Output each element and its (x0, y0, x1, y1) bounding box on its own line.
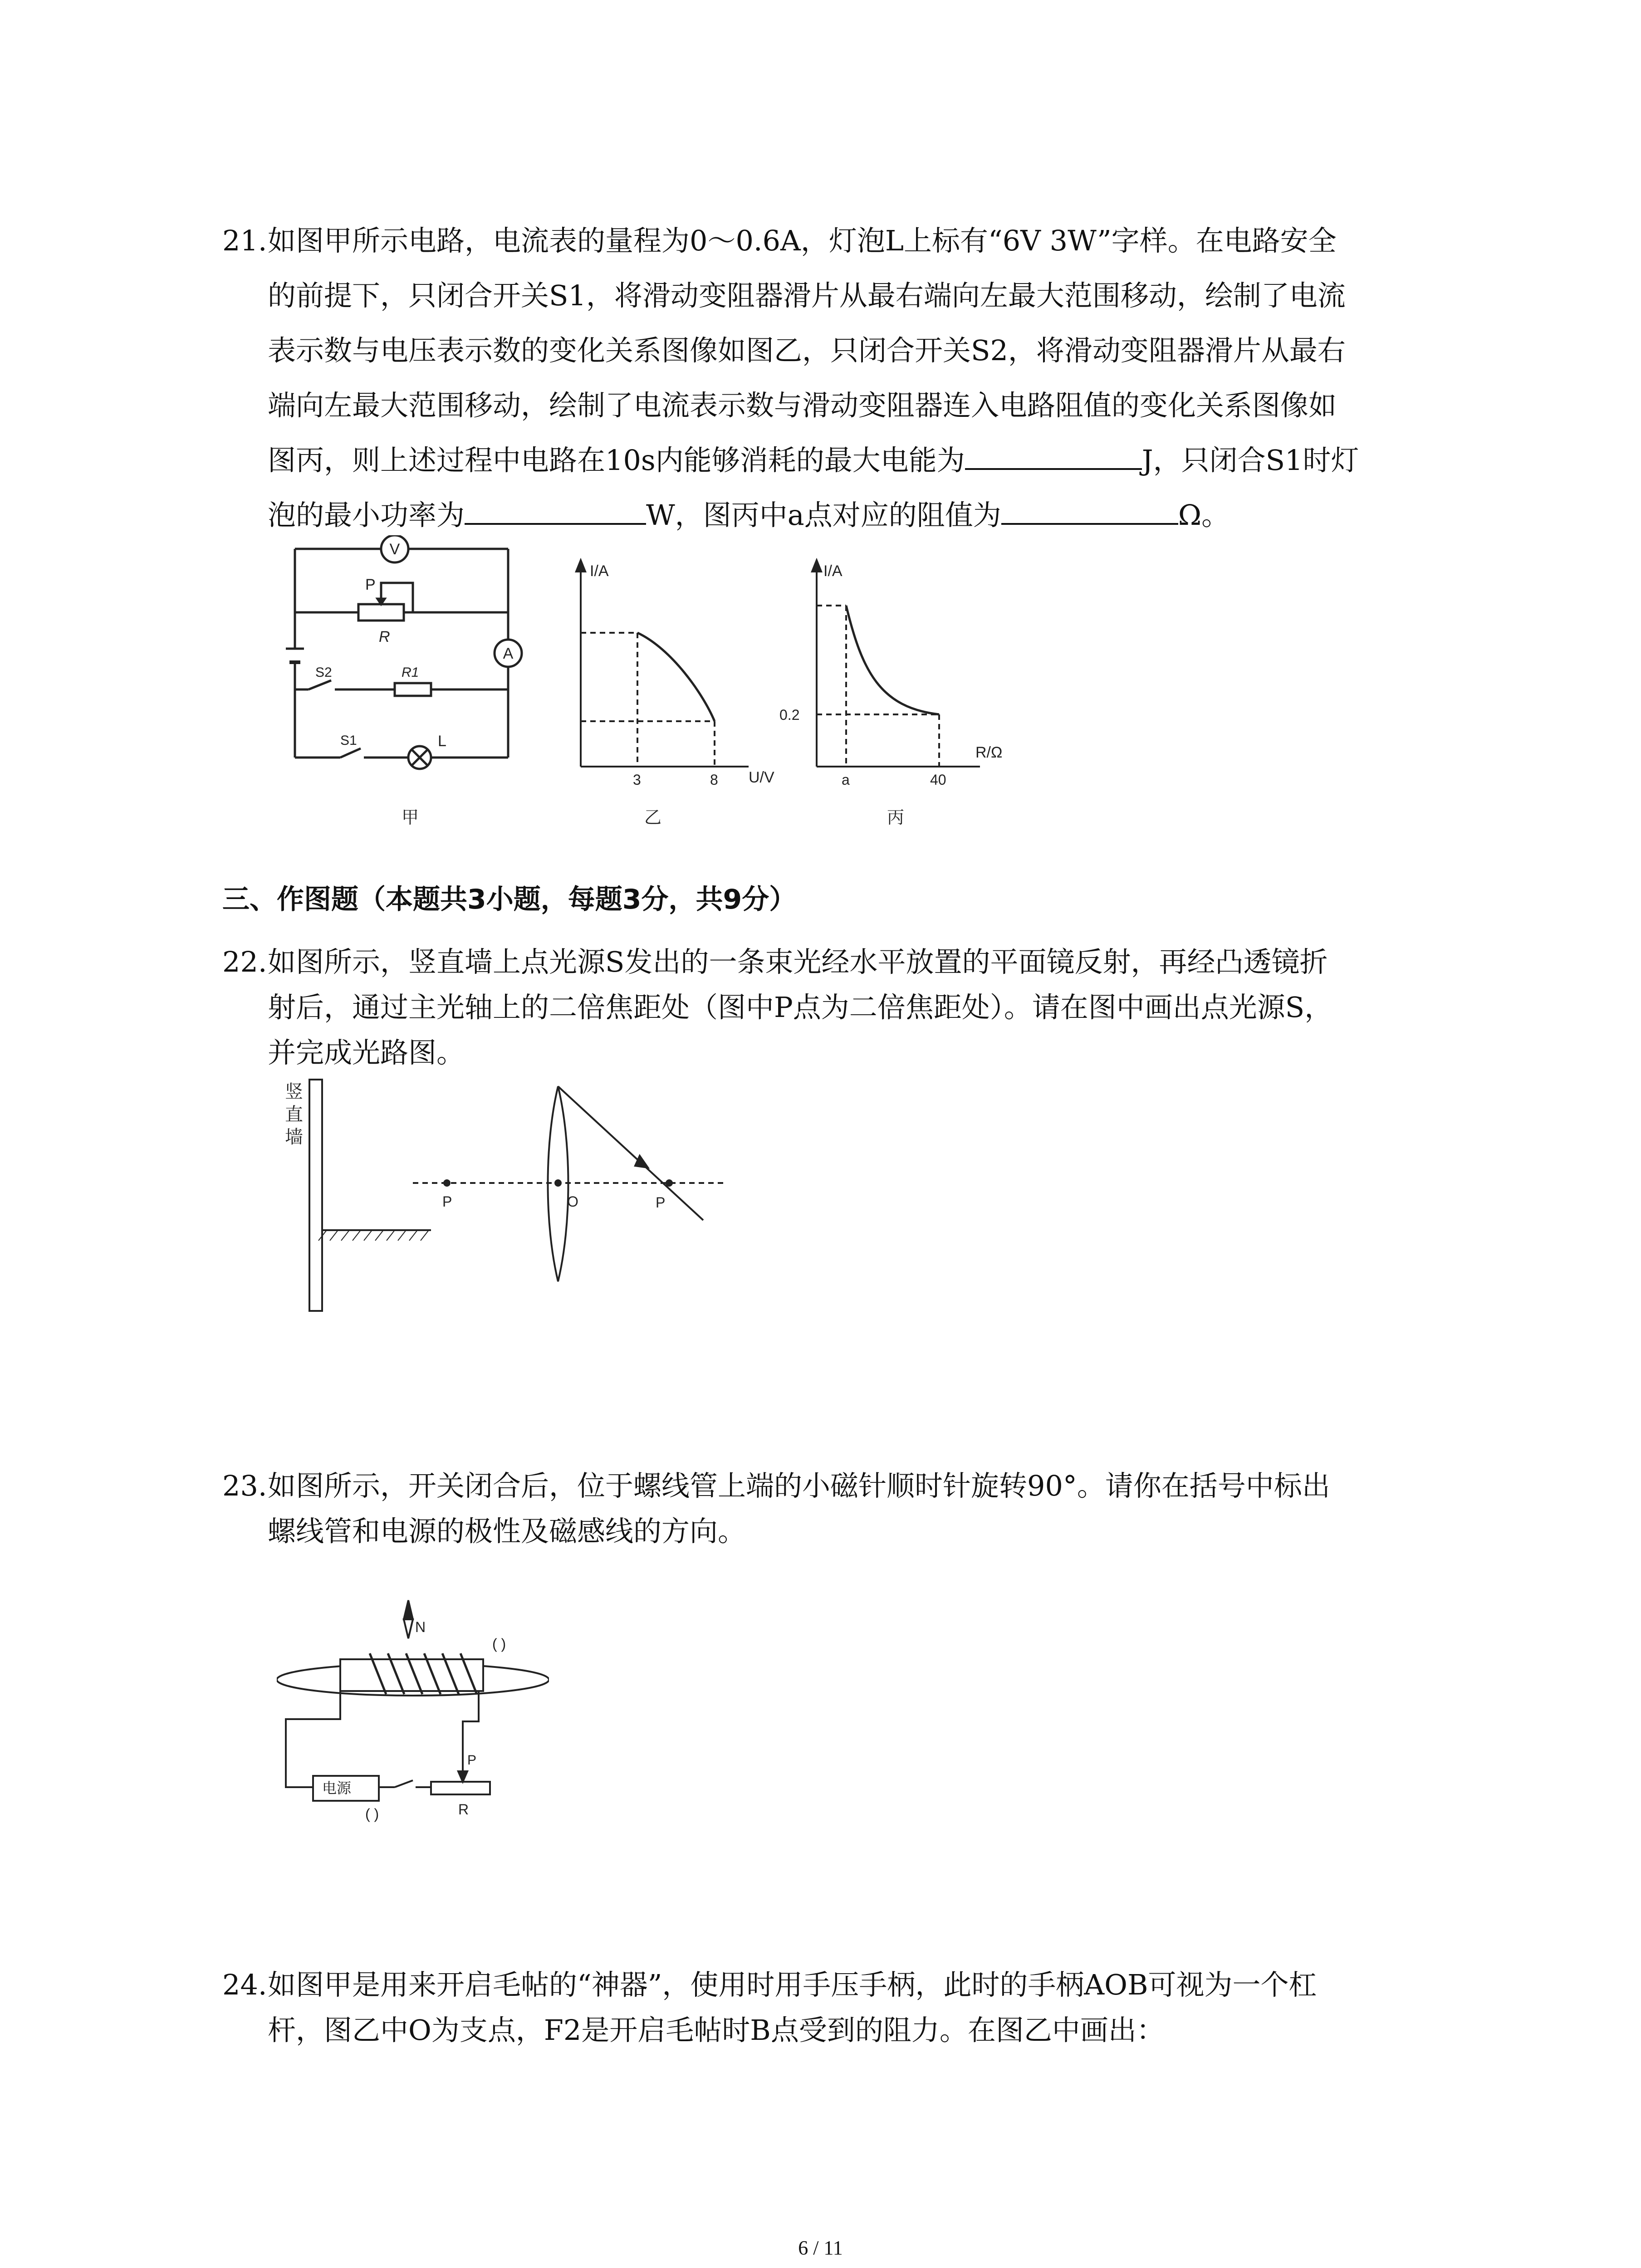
text-segment: 图丙，则上述过程中电路在10s内能够消耗的最大电能为 (268, 444, 965, 477)
x-tick: a (842, 772, 850, 788)
figure-caption: 甲 (402, 808, 419, 827)
x-axis-label: R/Ω (975, 744, 1003, 761)
figure-yi-graph (558, 558, 803, 836)
point-label: P (442, 1193, 452, 1210)
wall-label: 墙 (285, 1127, 303, 1147)
question-text-line: 杆，图乙中O为支点，F2是开启毛帖时B点受到的阻力。在图乙中画出： (268, 2014, 1165, 2047)
page-number: 6 / 11 (798, 2237, 843, 2259)
rheostat-label: R (379, 628, 390, 645)
answer-blank[interactable] (965, 436, 1142, 470)
refracted-ray (558, 1086, 703, 1220)
question-text-line (268, 488, 1230, 543)
answer-blank[interactable] (465, 491, 646, 525)
ray-arrow-icon (635, 1156, 648, 1168)
vertical-wall (309, 1080, 322, 1311)
x-axis-label: U/V (749, 769, 774, 786)
answer-bracket[interactable]: ( ) (365, 1806, 379, 1822)
slider-label: P (365, 576, 376, 593)
question-text-line (268, 433, 1359, 488)
question-text-line: 端向左最大范围移动，绘制了电流表示数与滑动变阻器连入电路阻值的变化关系图像如 (268, 389, 1337, 422)
answer-blank[interactable] (1001, 491, 1178, 525)
question-number: 23. (222, 1469, 267, 1502)
north-pole-label: N (415, 1619, 426, 1635)
question-text-line: 射后，通过主光轴上的二倍焦距处（图中P点为二倍焦距处）。请在图中画出点光源S， (268, 991, 1333, 1024)
question-text-line: 的前提下，只闭合开关S1，将滑动变阻器滑片从最右端向左最大范围移动，绘制了电流 (268, 279, 1346, 312)
figure-caption: 丙 (887, 808, 905, 827)
x-tick: 3 (633, 772, 641, 788)
rheostat-label: R (458, 1801, 469, 1818)
x-tick: 8 (710, 772, 718, 788)
resistor-r1-label: R1 (402, 665, 419, 680)
section-heading: 三、作图题（本题共3小题，每题3分，共9分） (222, 884, 797, 915)
y-tick: 0.2 (779, 707, 800, 723)
wall-label: 直 (285, 1105, 303, 1124)
question-text-line: 螺线管和电源的极性及磁感线的方向。 (268, 1515, 746, 1548)
wall-label: 竖 (285, 1082, 303, 1102)
point-label: P (656, 1194, 666, 1211)
question-text-line: 如图甲所示电路，电流表的量程为0～0.6A，灯泡L上标有“6V 3W”字样。在电路安全 (268, 224, 1337, 257)
rheostat (431, 1782, 490, 1794)
figure-caption: 乙 (644, 808, 662, 827)
question-number: 21. (222, 224, 267, 257)
y-axis-label: I/A (590, 562, 609, 580)
text-segment: W，图丙中a点对应的阻值为 (646, 499, 1001, 532)
question-text-line: 如图甲是用来开启毛帖的“神器”，使用时用手压手柄，此时的手柄AOB可视为一个杠 (268, 1968, 1317, 2001)
power-source-label: 电源 (322, 1780, 352, 1796)
question-number: 24. (222, 1968, 267, 2001)
question-text-line: 并完成光路图。 (268, 1036, 465, 1069)
x-tick: 40 (930, 772, 946, 788)
voltmeter-label: V (389, 541, 400, 558)
y-axis-label: I/A (823, 562, 843, 580)
solenoid-core (340, 1659, 483, 1691)
question-text-line: 如图所示，开关闭合后，位于螺线管上端的小磁针顺时针旋转90°。请你在括号中标出 (268, 1469, 1330, 1502)
question-text-line: 表示数与电压表示数的变化关系图像如图乙，只闭合开关S2，将滑动变阻器滑片从最右 (268, 334, 1346, 367)
text-segment: 泡的最小功率为 (268, 499, 465, 532)
switch-s2-label: S2 (315, 665, 332, 680)
compass-needle-icon (404, 1600, 413, 1619)
point-label: O (567, 1193, 578, 1210)
question-text-line: 如图所示，竖直墙上点光源S发出的一条束光经水平放置的平面镜反射，再经凸透镜折 (268, 945, 1328, 978)
answer-bracket[interactable]: ( ) (492, 1636, 506, 1652)
figure-optics (281, 1075, 735, 1322)
text-segment: Ω。 (1178, 499, 1230, 532)
text-segment: J，只闭合S1时灯 (1141, 444, 1359, 477)
figure-solenoid (277, 1597, 549, 1843)
slider-label: P (467, 1753, 477, 1768)
question-number: 22. (222, 945, 267, 978)
ammeter-label: A (503, 645, 514, 662)
figure-bing-graph (771, 558, 1016, 836)
switch-s1-label: S1 (340, 733, 357, 748)
lamp-label: L (438, 733, 446, 750)
figure-jia-circuit (281, 535, 535, 836)
